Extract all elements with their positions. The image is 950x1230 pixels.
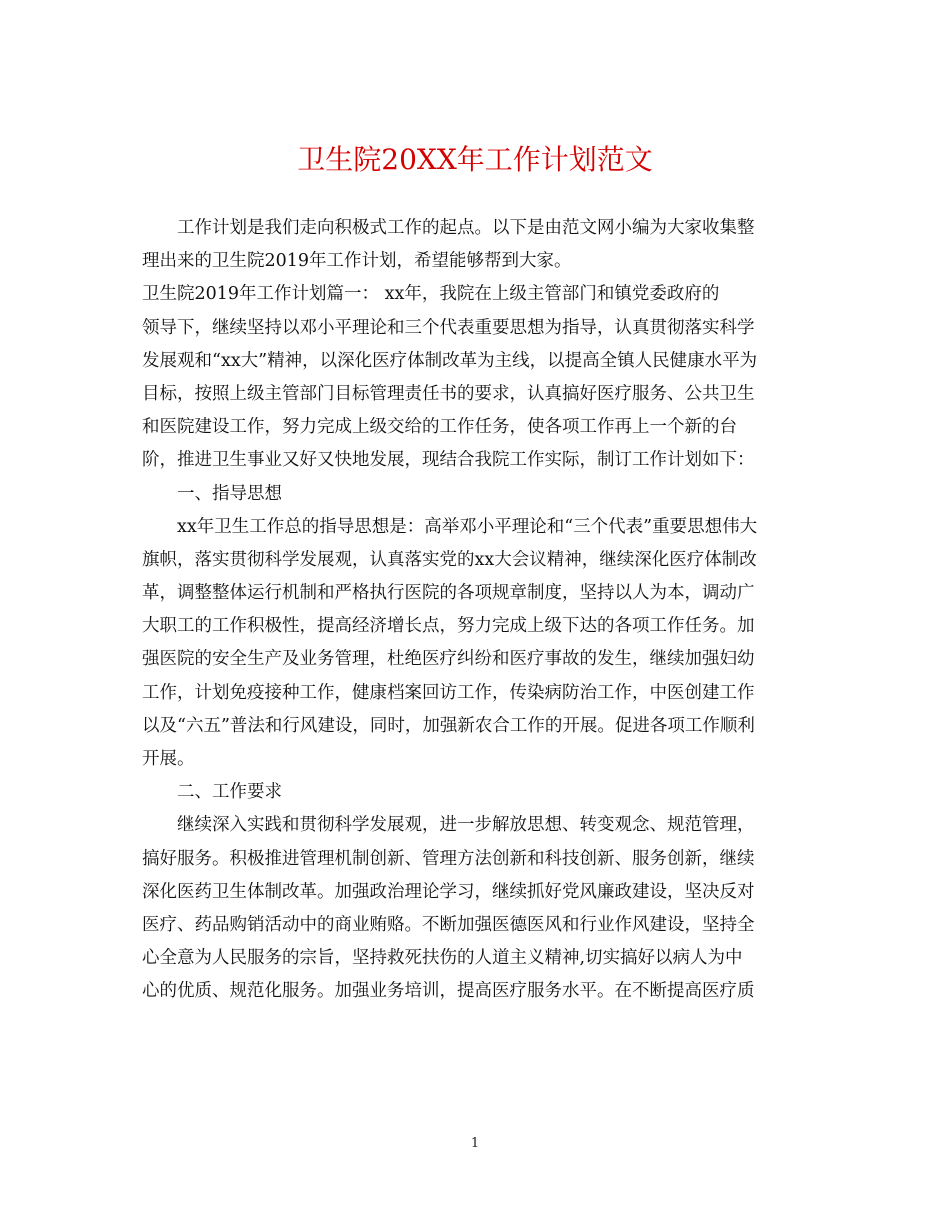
text-line: 一、指导思想 [177,483,282,504]
text-line: 心的优质、规范化服务。加强业务培训，提高医疗服务水平。在不断提高医疗质 [142,981,755,1002]
text-line: 心全意为人民服务的宗旨，坚持救死扶伤的人道主义精神,切实搞好以病人为中 [142,948,743,969]
text-line: 和医院建设工作，努力完成上级交给的工作任务，使各项工作再上一个新的台 [142,417,737,438]
text-line: 医疗、药品购销活动中的商业贿赂。不断加强医德医风和行业作风建设，坚持全 [142,914,755,935]
text-line: 旗帜，落实贯彻科学发展观，认真落实党的xx大会议精神，继续深化医疗体制改 [142,549,757,570]
text-line: xx年卫生工作总的指导思想是：高举邓小平理论和“三个代表”重要思想伟大 [177,516,758,537]
text-line: 革，调整整体运行机制和严格执行医院的各项规章制度，坚持以人为本，调动广 [142,583,755,604]
text-line: 卫生院2019年工作计划篇一： xx年，我院在上级主管部门和镇党委政府的 [142,284,720,305]
text-line: 以及“六五”普法和行风建设，同时，加强新农合工作的开展。促进各项工作顺利 [142,715,755,736]
page-number: 1 [470,1136,480,1151]
text-line: 搞好服务。积极推进管理机制创新、管理方法创新和科技创新、服务创新，继续 [142,848,755,869]
text-line: 理出来的卫生院2019年工作计划，希望能够帮到大家。 [142,251,572,272]
text-line: 深化医药卫生体制改革。加强政治理论学习，继续抓好党风廉政建设，坚决反对 [142,881,755,902]
text-line: 强医院的安全生产及业务管理，杜绝医疗纠纷和医疗事故的发生，继续加强妇幼 [142,649,755,670]
document-title: 卫生院20XX年工作计划范文 [297,143,653,176]
text-line: 工作计划是我们走向积极式工作的起点。以下是由范文网小编为大家收集整 [177,218,755,238]
text-line: 大职工的工作积极性，提高经济增长点，努力完成上级下达的各项工作任务。加 [142,616,755,637]
text-line: 阶，推进卫生事业又好又快地发展，现结合我院工作实际，制订工作计划如下： [142,450,755,471]
text-line: 二、工作要求 [177,782,282,803]
text-line: 工作，计划免疫接种工作，健康档案回访工作，传染病防治工作，中医创建工作 [142,682,755,703]
text-line: 发展观和“xx大”精神，以深化医疗体制改革为主线，以提高全镇人民健康水平为 [142,350,758,371]
text-line: 继续深入实践和贯彻科学发展观，进一步解放思想、转变观念、规范管理， [177,815,755,836]
text-line: 领导下，继续坚持以邓小平理论和三个代表重要思想为指导，认真贯彻落实科学 [142,317,755,338]
text-line: 目标，按照上级主管部门目标管理责任书的要求，认真搞好医疗服务、公共卫生 [142,383,755,404]
text-line: 开展。 [142,749,195,769]
document-body [142,212,812,1009]
